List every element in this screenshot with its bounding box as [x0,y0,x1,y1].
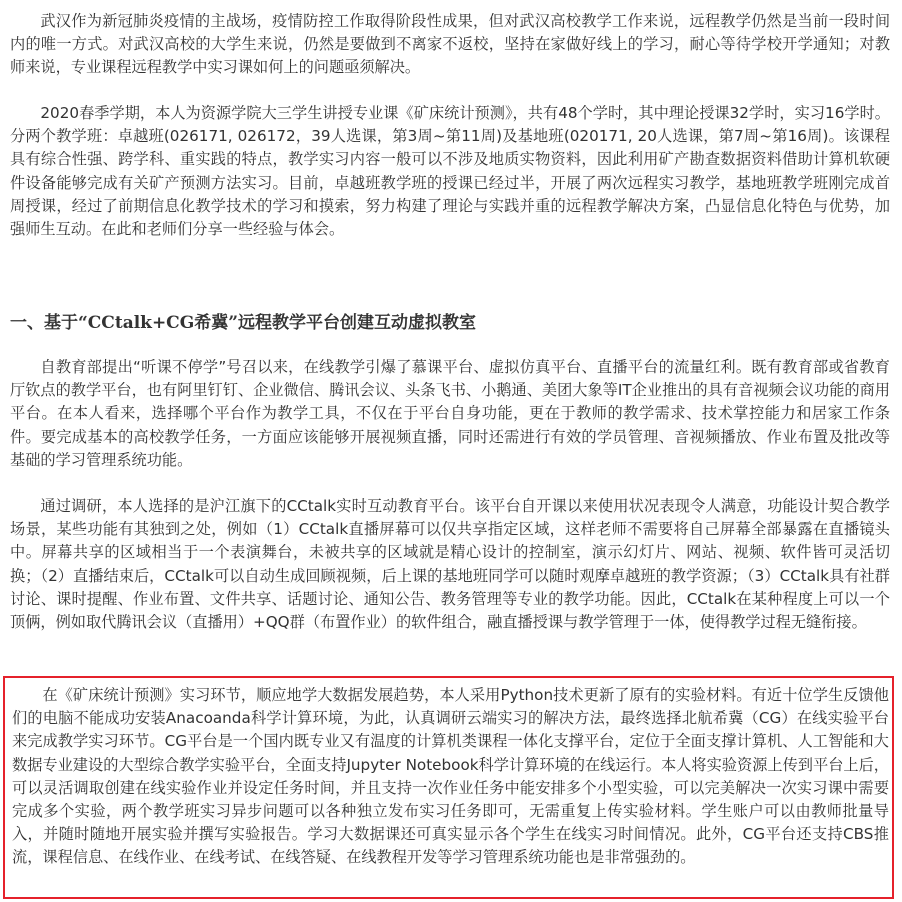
paragraph-cg-platform: 在《矿床统计预测》实习环节，顺应地学大数据发展趋势，本人采用Python技术更新了原有的实验材料。有近十位学生反馈他们的电脑不能成功安装Anacoanda科学计算环境，为此，认真调研云端实习的解决方法，最终选择北航希冀（CG）在线实验平台来完成教学实习环节。CG平台是一个国内既专业又有温度的计算机类课程一体化支撑平台，定位于全面支撑计算机、人工智能和大数据专业建设的大型综合教学实验平台，全面支持Jupyter Notebook科学计算环境的在线运行。本人将实验资源上传到平台上后，可以灵活调取创建在线实验作业并设定任务时间，并且支持一次作业任务中能安排多个小型实验，可以完美解决一次实习课中需要完成多个实验，两个教学班实习异步问题可以各种独立发布实习任务即可，无需重复上传实验材料。学生账户可以由教师批量导入，并随时随地开展实验并撰写实验报告。学习大数据课还可真实显示各个学生在线实习时间情况。此外，CG平台还支持CBS推流，课程信息、在线作业、在线考试、在线答疑、在线教程开发等学习管理系统功能也是非常强劲的。 [12,686,889,867]
paragraph-cctalk: 通过调研，本人选择的是沪江旗下的CCtalk实时互动教育平台。该平台自开课以来使用状况表现令人满意，功能设计契合教学场景，某些功能有其独到之处，例如（1）CCtalk直播屏幕可以仅共享指定区域，这样老师不需要将自己屏幕全部暴露在直播镜头中。屏幕共享的区域相当于一个表演舞台，未被共享的区域就是精心设计的控制室，演示幻灯片、网站、视频、软件皆可灵活切换；（2）直播结束后，CCtalk可以自动生成回顾视频，后上课的基地班同学可以随时观摩卓越班的教学资源；（3）CCtalk具有社群讨论、课时提醒、作业布置、文件共享、话题讨论、通知公告、教务管理等专业的教学功能。因此，CCtalk在某种程度上可以一个顶俩，例如取代腾讯会议（直播用）+QQ群（布置作业）的软件组合，融直播授课与教学管理于一体，使得教学过程无缝衔接。 [10,497,890,632]
paragraph-platform-intro: 自教育部提出“听课不停学”号召以来，在线教学引爆了慕课平台、虚拟仿真平台、直播平台的流量红利。既有教育部或省教育厅钦点的教学平台，也有阿里钉钉、企业微信、腾讯会议、头条飞书、小鹅通、美团大象等IT企业推出的具有音视频会议功能的商用平台。在本人看来，选择哪个平台作为教学工具，不仅在于平台自身功能，更在于教师的教学需求、技术掌控能力和居家工作条件。要完成基本的高校教学任务，一方面应该能够开展视频直播，同时还需进行有效的学员管理、音视频播放、作业布置及批改等基础的学习管理系统功能。 [10,358,890,469]
section-heading: 一、基于“CCtalk+CG希冀”远程教学平台创建互动虚拟教室 [10,313,477,333]
paragraph-background: 2020春季学期，本人为资源学院大三学生讲授专业课《矿床统计预测》，共有48个学时，其中理论授课32学时，实习16学时。分两个教学班：卓越班(026171, 026172，39人选课，第3周~第11周)及基地班(020171, 20人选课，第7周~第16周)。该课程具有综合性强、跨学科、重实践的特点，教学实习内容一般可以不涉及地质实物资料，因此利用矿产勘查数据资料借助计算机软硬件设备能够完成有关矿产预测方法实习。目前，卓越班教学班的授课已经过半，开展了两次远程实习教学，基地班教学班刚完成首周授课，经过了前期信息化教学技术的学习和摸索，努力构建了理论与实践并重的远程教学解决方案，凸显信息化特色与优势，加强师生互动。在此和老师们分享一些经验与体会。 [10,104,890,239]
paragraph-intro: 武汉作为新冠肺炎疫情的主战场，疫情防控工作取得阶段性成果，但对武汉高校教学工作来说，远程教学仍然是当前一段时间内的唯一方式。对武汉高校的大学生来说，仍然是要做到不离家不返校，坚持在家做好线上的学习，耐心等待学校开学通知；对教师来说，专业课程远程教学中实习课如何上的问题亟须解决。 [10,12,890,77]
